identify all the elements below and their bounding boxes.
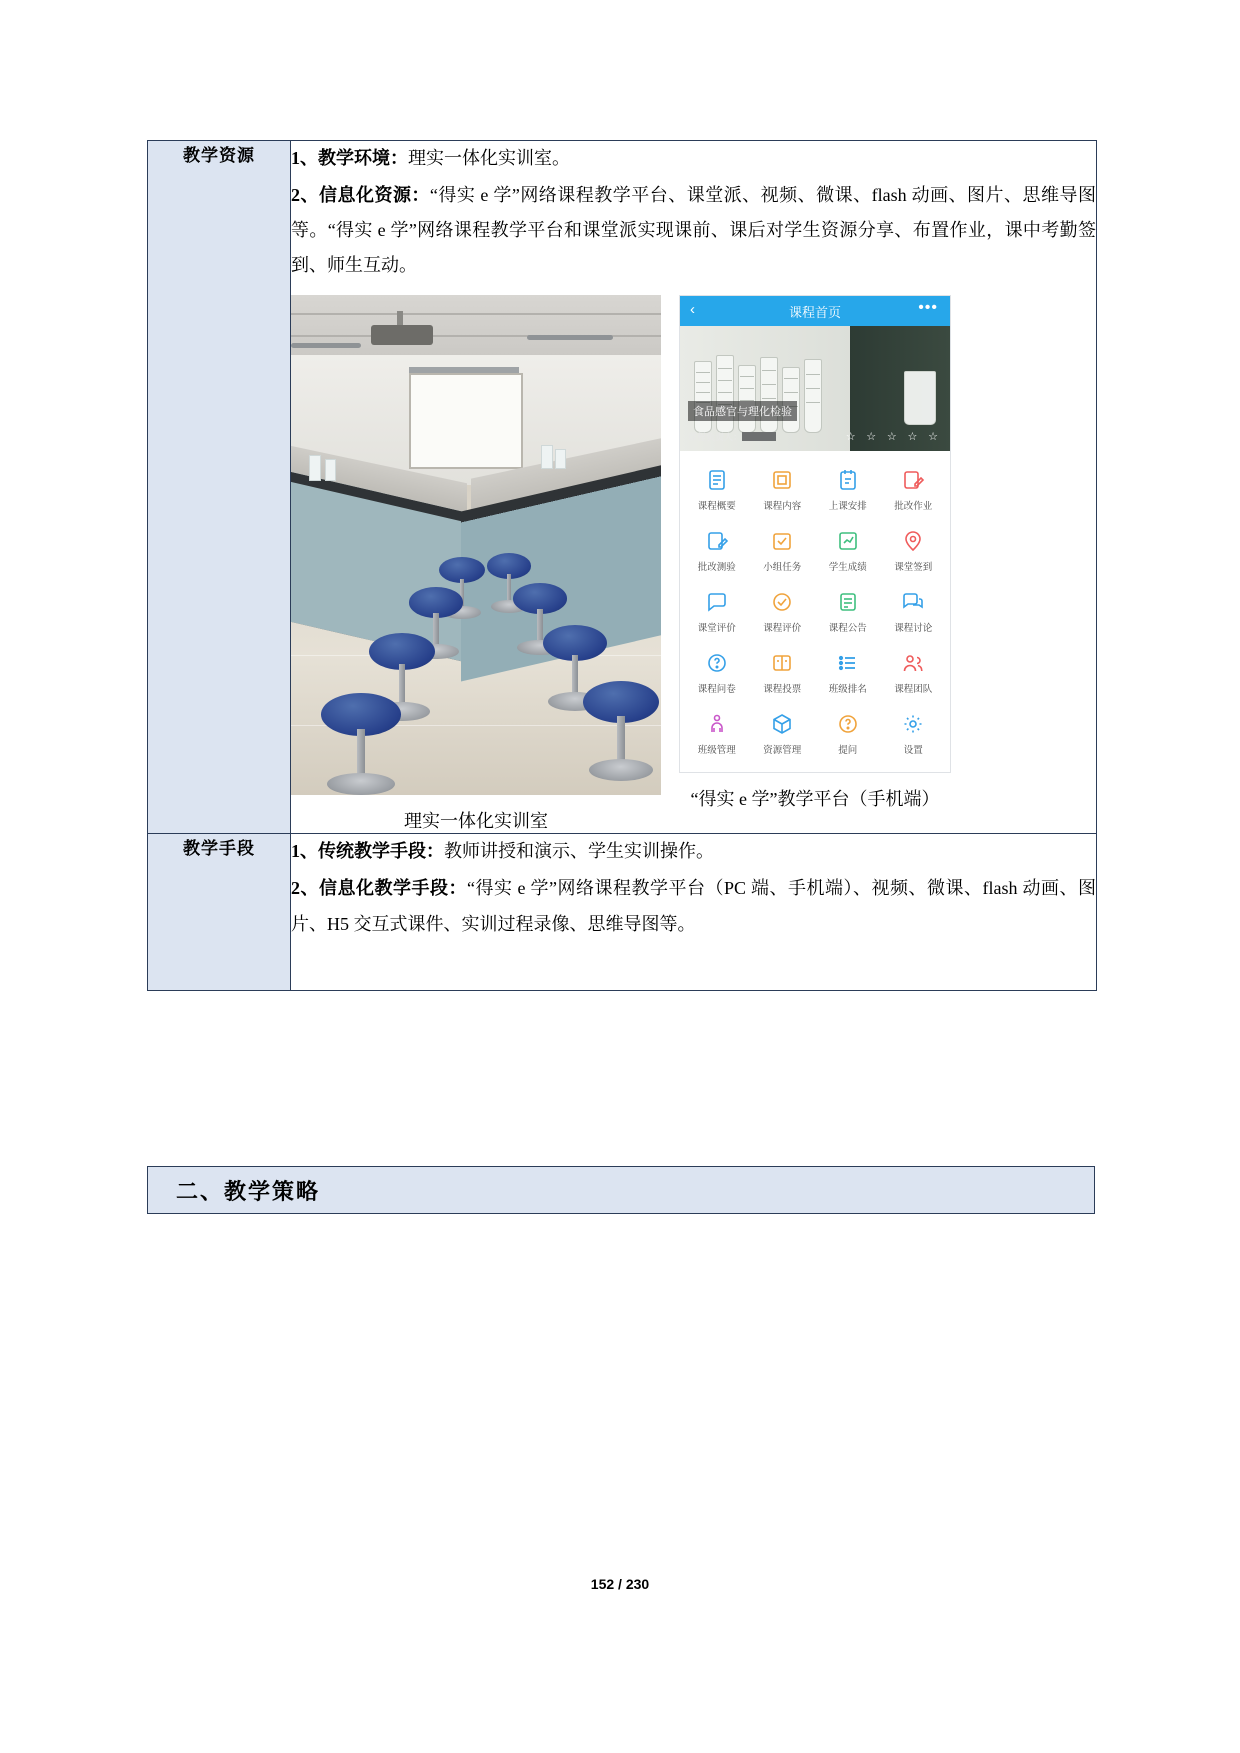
- test-tube: [804, 359, 822, 433]
- course-notice-icon: [835, 589, 861, 615]
- class-ranking-icon: [835, 650, 861, 676]
- grid-item[interactable]: [684, 522, 750, 579]
- ceiling-line: [291, 313, 661, 315]
- phone-header: [680, 296, 950, 326]
- classroom-photo: [291, 295, 661, 795]
- grid-item[interactable]: [750, 522, 816, 579]
- grid-item[interactable]: [750, 644, 816, 701]
- grid-item[interactable]: [881, 583, 947, 640]
- grid-item-label: 课程讨论: [894, 623, 933, 635]
- class-review-icon: [704, 589, 730, 615]
- paragraph-1-title: 教学环境：: [318, 148, 408, 168]
- grid-item[interactable]: [815, 705, 881, 762]
- phone-screenshot-block: [679, 295, 951, 811]
- grid-item-label: 批改测验: [697, 562, 736, 574]
- paragraph-4-title: 信息化教学手段：: [319, 878, 468, 899]
- grid-item[interactable]: [881, 461, 947, 518]
- paragraph-3-number: 1、: [291, 841, 318, 862]
- grid-item-label: 课堂签到: [894, 562, 933, 574]
- course-banner: [680, 326, 950, 451]
- banner-subtitle-label: 课程负责人：: [688, 432, 743, 443]
- paragraph-4-number: 2、: [291, 878, 320, 899]
- chevron-left-icon[interactable]: ‹: [690, 301, 695, 319]
- course-team-icon: [900, 650, 926, 676]
- phone-screenshot: [679, 295, 951, 773]
- paragraph-2-text: “得实 e 学”网络课程教学平台、课堂派、视频、微课、flash 动画、图片、思维导图等。“得实 e 学”网络课程教学平台和课堂派实现课前、课后对学生资源分享、布置作业，课中考勤签到、师生互动。: [291, 185, 1096, 276]
- paragraph-1-number: 1、: [291, 148, 318, 168]
- paragraph-4-text: “得实 e 学”网络课程教学平台（PC 端、手机端）、视频、微课、flash 动画、图片、H5 交互式课件、实训过程录像、思维导图等。: [291, 878, 1097, 934]
- test-tube: [694, 361, 712, 433]
- test-tube: [738, 365, 756, 433]
- grid-item[interactable]: [750, 583, 816, 640]
- projection-screen: [409, 373, 523, 469]
- ceiling-fan-left: [291, 343, 361, 348]
- grid-item[interactable]: [881, 522, 947, 579]
- grid-item[interactable]: [815, 461, 881, 518]
- glassware: [541, 445, 553, 469]
- glassware: [309, 455, 321, 481]
- lab-stool: [321, 693, 401, 795]
- grid-item-label: 课程公告: [828, 623, 867, 635]
- course-survey-icon: [704, 650, 730, 676]
- group-task-icon: [769, 528, 795, 554]
- row-content-teaching-methods: [291, 834, 1097, 990]
- grid-item[interactable]: [881, 644, 947, 701]
- page-footer: 152 / 230: [590, 1576, 650, 1592]
- grid-item-label: 批改作业: [894, 501, 933, 513]
- course-rating-icon: [769, 589, 795, 615]
- grid-item[interactable]: [815, 644, 881, 701]
- grid-item-label: 提问: [838, 745, 858, 757]
- class-signin-icon: [900, 528, 926, 554]
- paragraph-1-text: 理实一体化实训室。: [408, 148, 570, 168]
- grid-item[interactable]: [684, 644, 750, 701]
- teaching-info-table: [147, 140, 1097, 991]
- projector: [371, 325, 433, 345]
- grid-item-label: 设置: [903, 745, 923, 757]
- question-icon: [835, 711, 861, 737]
- grid-item-label: 学生成绩: [828, 562, 867, 574]
- grid-item-label: 课堂评价: [697, 623, 736, 635]
- images-row: [291, 295, 1096, 833]
- grid-item[interactable]: [750, 705, 816, 762]
- glassware: [555, 449, 566, 469]
- grid-item[interactable]: [815, 522, 881, 579]
- course-discussion-icon: [900, 589, 926, 615]
- paragraph-1: [291, 141, 1096, 176]
- paragraph-2: [291, 178, 1096, 283]
- grid-item-label: 课程评价: [763, 623, 802, 635]
- student-score-icon: [835, 528, 861, 554]
- grid-item-label: 课程概要: [697, 501, 736, 513]
- section-heading-bar: [147, 1166, 1095, 1214]
- paragraph-4: [291, 871, 1096, 941]
- grid-item-label: 班级排名: [828, 684, 867, 696]
- grid-item-label: 课程问卷: [697, 684, 736, 696]
- banner-subtitle: [688, 430, 776, 443]
- section-heading-text: 二、教学策略: [176, 1178, 321, 1204]
- test-tube: [716, 355, 734, 433]
- grid-item[interactable]: [881, 705, 947, 762]
- resource-manage-icon: [769, 711, 795, 737]
- paragraph-3-title: 传统教学手段：: [318, 841, 444, 862]
- grade-quiz-icon: [704, 528, 730, 554]
- app-function-grid: [680, 451, 950, 772]
- grid-item-label: 课程团队: [894, 684, 933, 696]
- grid-item[interactable]: [684, 705, 750, 762]
- grid-item[interactable]: [750, 461, 816, 518]
- class-manage-icon: [704, 711, 730, 737]
- classroom-photo-block: [291, 295, 661, 833]
- paragraph-3-text: 教师讲授和演示、学生实训操作。: [444, 841, 714, 862]
- ceiling-fan-right: [527, 335, 613, 340]
- banner-title: 食品感官与理化检验: [688, 401, 797, 421]
- redacted-name: [742, 432, 776, 441]
- paragraph-2-title: 信息化资源：: [318, 185, 430, 206]
- row-content-teaching-resources: [291, 141, 1097, 834]
- paragraph-3: [291, 834, 1096, 869]
- course-content-icon: [769, 467, 795, 493]
- paragraph-2-number: 2、: [291, 185, 319, 206]
- grid-item[interactable]: [684, 461, 750, 518]
- phone-screenshot-caption: “得实 e 学”教学平台（手机端）: [690, 789, 940, 810]
- classroom-photo-caption: 理实一体化实训室: [404, 811, 548, 832]
- grid-item-label: 小组任务: [763, 562, 802, 574]
- grid-item-label: 课程投票: [763, 684, 802, 696]
- rating-stars[interactable]: ☆ ☆ ☆ ☆ ☆: [845, 431, 942, 444]
- grade-homework-icon: [900, 467, 926, 493]
- grid-item-label: 资源管理: [763, 745, 802, 757]
- test-tube: [782, 367, 800, 433]
- grid-item[interactable]: [815, 583, 881, 640]
- grid-item-label: 上课安排: [828, 501, 867, 513]
- grid-item[interactable]: [684, 583, 750, 640]
- lab-stool: [583, 681, 659, 781]
- beaker: [904, 371, 936, 425]
- phone-title: 课程首页: [788, 304, 841, 320]
- row-label-teaching-resources: 教学资源: [148, 141, 291, 834]
- table-row-methods: [148, 834, 1097, 990]
- course-vote-icon: [769, 650, 795, 676]
- grid-item-label: 课程内容: [763, 501, 802, 513]
- glassware: [325, 459, 336, 481]
- table-row-resources: [148, 141, 1097, 834]
- row-label-teaching-methods: 教学手段: [148, 834, 291, 990]
- settings-gear-icon: [900, 711, 926, 737]
- test-tube: [760, 357, 778, 433]
- grid-item-label: 班级管理: [697, 745, 736, 757]
- more-options-icon[interactable]: •••: [918, 299, 938, 317]
- class-schedule-icon: [835, 467, 861, 493]
- course-overview-icon: [704, 467, 730, 493]
